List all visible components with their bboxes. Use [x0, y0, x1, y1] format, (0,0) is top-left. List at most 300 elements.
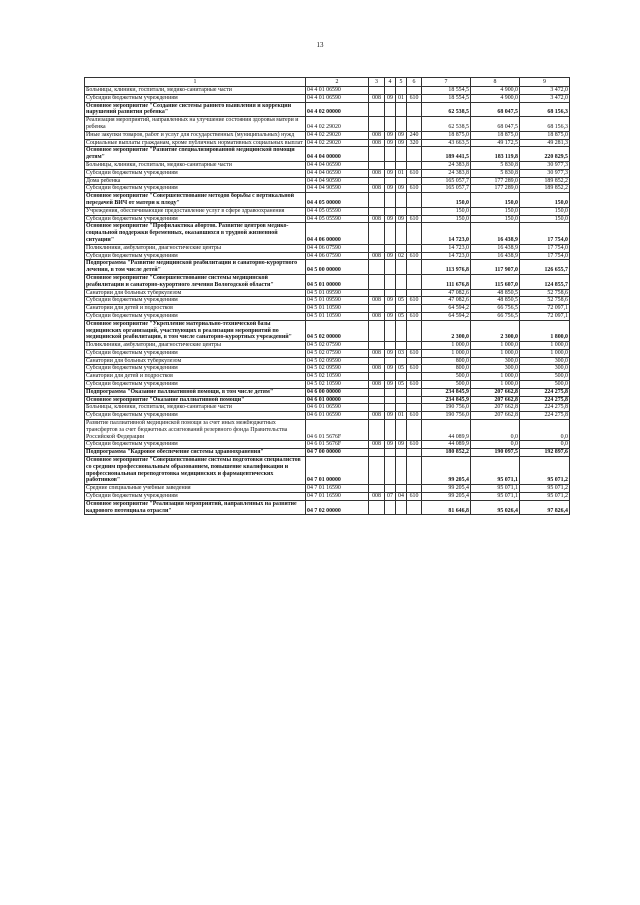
row-amount-3: 49 281,3: [520, 139, 570, 147]
table-row: [85, 412, 570, 420]
row-amount-3: 0,0: [520, 420, 570, 441]
row-code: 04 4 06 07590: [306, 244, 369, 252]
table-row: [85, 420, 570, 441]
table-row: [85, 297, 570, 305]
row-code: 04 6 01 5676F: [306, 420, 369, 441]
row-amount-2: 0,0: [471, 420, 520, 441]
row-amount-1: 44 089,9: [422, 441, 471, 449]
row-amount-2: 16 438,9: [471, 223, 520, 244]
row-grbs: 008: [369, 441, 385, 449]
row-amount-1: 14 723,0: [422, 223, 471, 244]
row-subsection: [396, 244, 407, 252]
row-expense-type: [407, 117, 422, 132]
row-subsection: [396, 305, 407, 313]
row-amount-3: 30 977,3: [520, 161, 570, 169]
row-amount-3: 224 275,8: [520, 404, 570, 412]
table-row: [85, 349, 570, 357]
row-amount-3: 95 071,2: [520, 485, 570, 493]
table-row: [85, 185, 570, 193]
table-row: [85, 449, 570, 457]
row-amount-2: 16 438,9: [471, 252, 520, 260]
row-subsection: [396, 357, 407, 365]
row-grbs: [369, 449, 385, 457]
row-amount-3: 17 754,0: [520, 252, 570, 260]
row-amount-1: 189 441,5: [422, 147, 471, 162]
row-section: [385, 449, 396, 457]
column-header: 9: [520, 78, 570, 87]
row-name: Субсидии бюджетным учреждениям: [85, 252, 306, 260]
row-grbs: [369, 305, 385, 313]
row-section: [385, 161, 396, 169]
row-amount-2: 190 097,5: [471, 449, 520, 457]
row-amount-2: 177 289,0: [471, 177, 520, 185]
table-row: [85, 260, 570, 275]
row-amount-3: 1 000,0: [520, 349, 570, 357]
column-header: 3: [369, 78, 385, 87]
row-grbs: [369, 223, 385, 244]
row-subsection: [396, 449, 407, 457]
row-code: 04 4 02 00000: [306, 102, 369, 117]
row-subsection: 01: [396, 94, 407, 102]
row-expense-type: [407, 396, 422, 404]
table-header-row: [85, 78, 570, 87]
row-amount-1: 43 663,5: [422, 139, 471, 147]
row-amount-3: 224 275,8: [520, 396, 570, 404]
table-row: [85, 365, 570, 373]
row-grbs: 008: [369, 94, 385, 102]
row-code: 04 4 02 29020: [306, 139, 369, 147]
row-code: 04 6 01 06590: [306, 404, 369, 412]
row-amount-3: 17 754,0: [520, 223, 570, 244]
table-row: [85, 223, 570, 244]
row-amount-1: 500,0: [422, 381, 471, 389]
table-row: [85, 102, 570, 117]
row-name: Основное мероприятие "Создание системы раннего выявления и коррекции нарушений развития ребенка": [85, 102, 306, 117]
row-name: Основное мероприятие "Профилактика абортов. Развитие центров медико-социальной поддержки беременных, оказавшихся в трудной жизненной ситуации": [85, 223, 306, 244]
row-grbs: 008: [369, 381, 385, 389]
row-grbs: [369, 244, 385, 252]
row-expense-type: 610: [407, 381, 422, 389]
row-amount-3: 150,0: [520, 215, 570, 223]
row-grbs: [369, 147, 385, 162]
row-code: 04 6 01 06590: [306, 412, 369, 420]
table-row: [85, 457, 570, 485]
row-amount-1: 2 300,0: [422, 320, 471, 341]
table-row: [85, 404, 570, 412]
row-code: 04 5 02 00000: [306, 320, 369, 341]
row-name: Субсидии бюджетным учреждениям: [85, 349, 306, 357]
row-name: Субсидии бюджетным учреждениям: [85, 412, 306, 420]
row-expense-type: 610: [407, 412, 422, 420]
row-amount-3: 3 472,0: [520, 94, 570, 102]
row-name: Субсидии бюджетным учреждениям: [85, 94, 306, 102]
row-amount-2: 5 830,8: [471, 161, 520, 169]
row-amount-3: 500,0: [520, 373, 570, 381]
row-name: Основное мероприятие "Оказание паллиативной помощи": [85, 396, 306, 404]
row-code: 04 4 04 00000: [306, 147, 369, 162]
row-grbs: 008: [369, 312, 385, 320]
row-grbs: [369, 357, 385, 365]
row-expense-type: [407, 289, 422, 297]
row-expense-type: [407, 260, 422, 275]
row-amount-1: 99 205,4: [422, 493, 471, 501]
row-expense-type: 610: [407, 297, 422, 305]
row-expense-type: [407, 102, 422, 117]
row-subsection: [396, 147, 407, 162]
row-amount-1: 500,0: [422, 373, 471, 381]
row-section: [385, 274, 396, 289]
row-name: Основное мероприятие "Укрепление материально-технической базы медицинских организаций, участвующих в реализации мероприятий по медицинской реабилитации, в том числе санаторно-курортных учреждений": [85, 320, 306, 341]
row-code: 04 4 06 00000: [306, 223, 369, 244]
row-expense-type: 320: [407, 139, 422, 147]
row-code: 04 7 02 00000: [306, 500, 369, 515]
row-name: Поликлиники, амбулатории, диагностические центры: [85, 244, 306, 252]
row-amount-2: 177 289,0: [471, 185, 520, 193]
row-code: 04 6 01 5676F: [306, 441, 369, 449]
row-grbs: [369, 117, 385, 132]
row-code: 04 5 01 10590: [306, 312, 369, 320]
row-section: 09: [385, 252, 396, 260]
row-amount-2: 1 000,0: [471, 342, 520, 350]
row-name: Основное мероприятие "Развитие специализированной медицинской помощи детям": [85, 147, 306, 162]
row-amount-2: 117 907,0: [471, 260, 520, 275]
row-grbs: [369, 274, 385, 289]
row-amount-3: 30 977,3: [520, 169, 570, 177]
row-grbs: [369, 320, 385, 341]
row-expense-type: [407, 357, 422, 365]
row-section: [385, 396, 396, 404]
table-row: [85, 373, 570, 381]
row-name: Санатории для детей и подростков: [85, 305, 306, 313]
row-expense-type: [407, 244, 422, 252]
row-amount-3: 150,0: [520, 193, 570, 208]
row-code: 04 4 04 06590: [306, 169, 369, 177]
row-code: 04 7 00 00000: [306, 449, 369, 457]
row-code: 04 4 01 06590: [306, 94, 369, 102]
row-expense-type: 610: [407, 365, 422, 373]
row-section: [385, 357, 396, 365]
row-section: 09: [385, 441, 396, 449]
row-amount-1: 64 594,2: [422, 305, 471, 313]
row-expense-type: [407, 305, 422, 313]
row-subsection: [396, 223, 407, 244]
table-row: [85, 342, 570, 350]
row-amount-1: 99 205,4: [422, 485, 471, 493]
row-amount-1: 190 756,0: [422, 412, 471, 420]
row-name: Санатории для детей и подростков: [85, 373, 306, 381]
row-grbs: 008: [369, 215, 385, 223]
row-name: Субсидии бюджетным учреждениям: [85, 185, 306, 193]
column-header: 7: [422, 78, 471, 87]
row-name: Санатории для больных туберкулезом: [85, 289, 306, 297]
row-name: Подпрограмма "Развитие медицинской реабилитации и санаторно-курортного лечения, в том числе детей": [85, 260, 306, 275]
row-expense-type: [407, 207, 422, 215]
row-section: [385, 342, 396, 350]
row-subsection: [396, 260, 407, 275]
row-amount-2: 207 662,8: [471, 404, 520, 412]
row-amount-2: 95 071,1: [471, 493, 520, 501]
row-amount-2: 1 000,0: [471, 373, 520, 381]
row-code: 04 5 02 07590: [306, 342, 369, 350]
row-code: 04 4 05 00000: [306, 193, 369, 208]
row-section: [385, 193, 396, 208]
row-section: 09: [385, 94, 396, 102]
row-grbs: [369, 396, 385, 404]
row-name: Реализация мероприятий, направленных на улучшение состояния здоровья матери и ребенка: [85, 117, 306, 132]
table-row: [85, 357, 570, 365]
row-amount-2: 66 756,5: [471, 312, 520, 320]
row-amount-3: 3 472,0: [520, 87, 570, 95]
row-name: Санатории для больных туберкулезом: [85, 357, 306, 365]
table-row: [85, 289, 570, 297]
row-section: [385, 177, 396, 185]
row-grbs: [369, 500, 385, 515]
row-amount-3: 0,0: [520, 441, 570, 449]
row-section: [385, 244, 396, 252]
table-row: [85, 485, 570, 493]
row-section: [385, 404, 396, 412]
table-row: [85, 441, 570, 449]
row-amount-1: 62 538,5: [422, 117, 471, 132]
row-expense-type: [407, 373, 422, 381]
row-code: 04 4 05 05590: [306, 207, 369, 215]
row-amount-3: 18 875,0: [520, 131, 570, 139]
row-amount-3: 1 800,0: [520, 320, 570, 341]
table-row: [85, 244, 570, 252]
row-amount-3: 150,0: [520, 207, 570, 215]
row-amount-3: 72 097,1: [520, 305, 570, 313]
row-amount-1: 18 554,5: [422, 87, 471, 95]
row-subsection: [396, 193, 407, 208]
row-subsection: [396, 177, 407, 185]
row-name: Иные закупки товаров, работ и услуг для государственных (муниципальных) нужд: [85, 131, 306, 139]
row-amount-3: 68 156,3: [520, 117, 570, 132]
row-section: 09: [385, 365, 396, 373]
row-subsection: 01: [396, 412, 407, 420]
row-code: 04 4 02 29020: [306, 117, 369, 132]
row-grbs: [369, 485, 385, 493]
row-expense-type: [407, 161, 422, 169]
row-amount-2: 5 830,8: [471, 169, 520, 177]
row-subsection: 05: [396, 312, 407, 320]
row-subsection: [396, 404, 407, 412]
row-amount-2: 95 071,1: [471, 457, 520, 485]
row-grbs: [369, 260, 385, 275]
row-amount-3: 52 758,6: [520, 297, 570, 305]
row-amount-2: 1 000,0: [471, 381, 520, 389]
table-row: [85, 87, 570, 95]
row-section: 07: [385, 493, 396, 501]
row-amount-2: 300,0: [471, 357, 520, 365]
row-expense-type: 610: [407, 312, 422, 320]
row-amount-3: 95 071,2: [520, 493, 570, 501]
row-amount-1: 180 852,2: [422, 449, 471, 457]
row-section: 09: [385, 312, 396, 320]
table-row: [85, 493, 570, 501]
row-grbs: 008: [369, 185, 385, 193]
row-section: [385, 485, 396, 493]
row-amount-3: 300,0: [520, 357, 570, 365]
row-expense-type: 610: [407, 94, 422, 102]
row-amount-3: 126 655,7: [520, 260, 570, 275]
row-subsection: 01: [396, 169, 407, 177]
row-expense-type: 610: [407, 493, 422, 501]
row-subsection: 09: [396, 185, 407, 193]
table-row: [85, 169, 570, 177]
row-amount-3: 300,0: [520, 365, 570, 373]
row-amount-2: 0,0: [471, 441, 520, 449]
row-amount-1: 18 875,0: [422, 131, 471, 139]
row-subsection: [396, 396, 407, 404]
row-amount-1: 14 723,0: [422, 244, 471, 252]
row-grbs: [369, 87, 385, 95]
row-section: 09: [385, 169, 396, 177]
row-code: 04 6 01 00000: [306, 396, 369, 404]
row-amount-3: 68 156,3: [520, 102, 570, 117]
row-expense-type: 240: [407, 131, 422, 139]
row-grbs: 008: [369, 493, 385, 501]
row-grbs: 008: [369, 365, 385, 373]
row-expense-type: 610: [407, 441, 422, 449]
row-amount-2: 207 662,8: [471, 412, 520, 420]
row-amount-3: 224 275,8: [520, 388, 570, 396]
row-subsection: 02: [396, 252, 407, 260]
table-row: [85, 131, 570, 139]
table-row: [85, 252, 570, 260]
row-amount-2: 18 875,0: [471, 131, 520, 139]
column-header: 2: [306, 78, 369, 87]
row-name: Дома ребенка: [85, 177, 306, 185]
row-subsection: 05: [396, 381, 407, 389]
row-name: Основное мероприятие "Совершенствование методов борьбы с вертикальной передачей ВИЧ от матери к плоду": [85, 193, 306, 208]
row-section: 09: [385, 131, 396, 139]
row-amount-2: 16 438,9: [471, 244, 520, 252]
row-amount-3: 220 829,5: [520, 147, 570, 162]
row-expense-type: [407, 449, 422, 457]
row-grbs: [369, 102, 385, 117]
row-expense-type: [407, 177, 422, 185]
row-amount-1: 47 082,6: [422, 289, 471, 297]
row-subsection: 05: [396, 365, 407, 373]
row-amount-2: 95 071,1: [471, 485, 520, 493]
table-row: [85, 147, 570, 162]
row-expense-type: [407, 87, 422, 95]
row-section: 09: [385, 185, 396, 193]
row-code: 04 4 06 07590: [306, 252, 369, 260]
row-name: Подпрограмма "Оказание паллиативной помощи, в том числе детям": [85, 388, 306, 396]
row-name: Субсидии бюджетным учреждениям: [85, 381, 306, 389]
row-amount-1: 44 089,9: [422, 420, 471, 441]
row-expense-type: [407, 274, 422, 289]
row-expense-type: [407, 223, 422, 244]
row-grbs: [369, 373, 385, 381]
row-subsection: [396, 500, 407, 515]
row-amount-1: 1 000,0: [422, 342, 471, 350]
row-name: Средние специальные учебные заведения: [85, 485, 306, 493]
row-subsection: 04: [396, 493, 407, 501]
column-header: 5: [396, 78, 407, 87]
row-grbs: 008: [369, 131, 385, 139]
row-code: 04 5 02 09590: [306, 365, 369, 373]
budget-table: [84, 77, 570, 515]
row-section: [385, 102, 396, 117]
row-amount-1: 234 845,9: [422, 388, 471, 396]
table-row: [85, 161, 570, 169]
row-amount-1: 150,0: [422, 207, 471, 215]
row-expense-type: 610: [407, 215, 422, 223]
row-section: 09: [385, 297, 396, 305]
row-section: [385, 420, 396, 441]
table-row: [85, 215, 570, 223]
row-subsection: [396, 207, 407, 215]
row-amount-2: 48 850,5: [471, 289, 520, 297]
row-amount-2: 207 662,8: [471, 388, 520, 396]
row-code: 04 5 02 10590: [306, 373, 369, 381]
row-amount-2: 150,0: [471, 207, 520, 215]
row-amount-2: 95 026,4: [471, 500, 520, 515]
row-section: 09: [385, 349, 396, 357]
row-amount-3: 1 000,0: [520, 342, 570, 350]
row-amount-1: 234 845,9: [422, 396, 471, 404]
row-amount-2: 4 900,0: [471, 87, 520, 95]
row-name: Субсидии бюджетным учреждениям: [85, 312, 306, 320]
row-section: [385, 260, 396, 275]
row-name: Социальные выплаты гражданам, кроме публичных нормативных социальных выплат: [85, 139, 306, 147]
row-grbs: [369, 388, 385, 396]
row-amount-3: 189 852,2: [520, 177, 570, 185]
row-name: Основное мероприятие "Реализация мероприятий, направленных на развитие кадрового потенциала отрасли": [85, 500, 306, 515]
row-amount-1: 800,0: [422, 365, 471, 373]
row-amount-3: 500,0: [520, 381, 570, 389]
row-section: [385, 147, 396, 162]
row-grbs: [369, 161, 385, 169]
row-expense-type: [407, 404, 422, 412]
row-grbs: [369, 289, 385, 297]
row-amount-2: 207 662,8: [471, 396, 520, 404]
row-expense-type: [407, 193, 422, 208]
row-amount-1: 800,0: [422, 357, 471, 365]
row-code: 04 4 05 05590: [306, 215, 369, 223]
table-row: [85, 274, 570, 289]
row-subsection: [396, 485, 407, 493]
table-row: [85, 177, 570, 185]
row-code: 04 7 01 00000: [306, 457, 369, 485]
row-section: [385, 289, 396, 297]
row-name: Основное мероприятие "Совершенствование системы медицинской реабилитации и санаторно-курортного лечения Вологодской области": [85, 274, 306, 289]
row-expense-type: [407, 320, 422, 341]
row-code: 04 7 01 16590: [306, 485, 369, 493]
row-name: Учреждения, обеспечивающие предоставление услуг в сфере здравоохранения: [85, 207, 306, 215]
row-grbs: [369, 404, 385, 412]
row-code: 04 4 01 06590: [306, 87, 369, 95]
row-grbs: 008: [369, 139, 385, 147]
row-subsection: [396, 342, 407, 350]
row-subsection: [396, 274, 407, 289]
row-subsection: 05: [396, 297, 407, 305]
row-amount-2: 68 047,5: [471, 102, 520, 117]
row-expense-type: [407, 485, 422, 493]
table-row: [85, 117, 570, 132]
row-amount-1: 165 057,7: [422, 177, 471, 185]
row-grbs: [369, 207, 385, 215]
table-row: [85, 381, 570, 389]
row-section: [385, 305, 396, 313]
row-amount-3: 124 855,7: [520, 274, 570, 289]
row-code: 04 5 01 09590: [306, 289, 369, 297]
row-amount-1: 150,0: [422, 215, 471, 223]
row-code: 04 5 01 00000: [306, 274, 369, 289]
row-amount-3: 189 852,2: [520, 185, 570, 193]
